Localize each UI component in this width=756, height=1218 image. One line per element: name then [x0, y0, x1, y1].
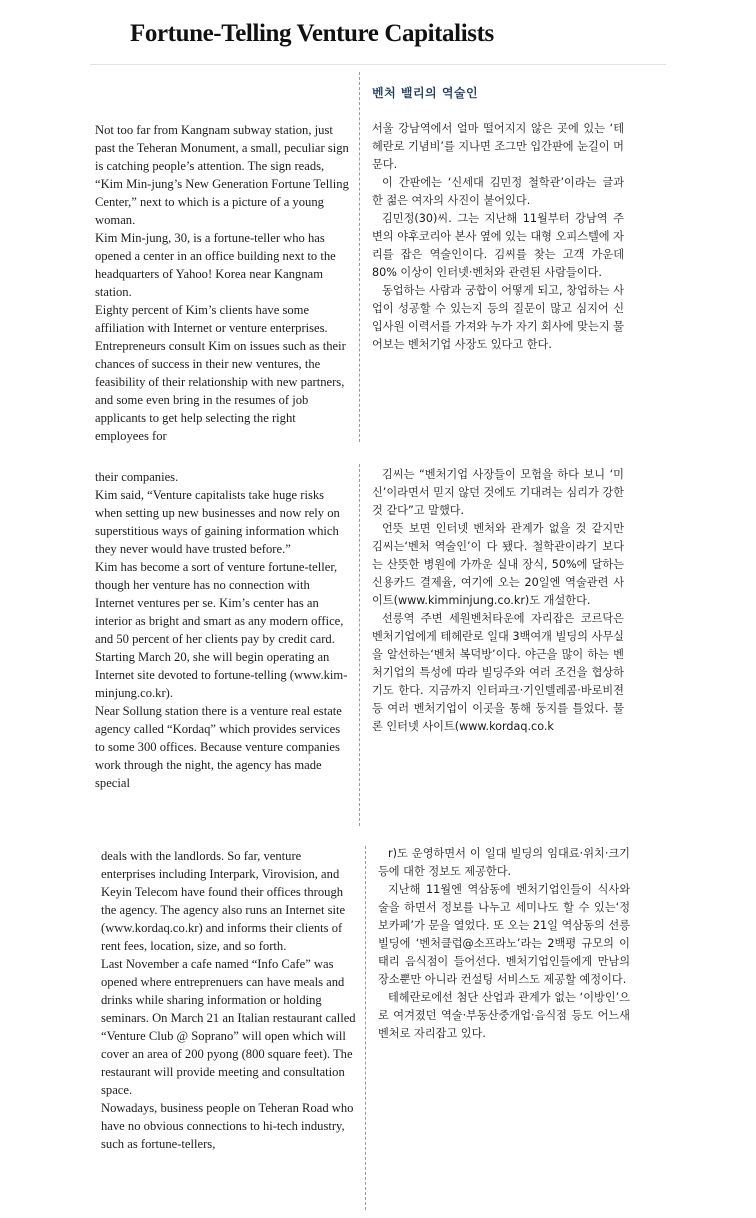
- korean-column-2: [372, 466, 624, 736]
- korean-paragraph: 서울 강남역에서 얼마 떨어지지 않은 곳에 있는 ‘테헤란로 기념비’를 지나면 조그만 입간판에 눈길이 머문다.: [372, 122, 624, 171]
- english-paragraph: Near Sollung station there is a venture real estate agency called “Kordaq” which provides services to some 300 offices. Because venture companies work through the night, the agency has made special: [95, 704, 342, 790]
- korean-column-3: [378, 845, 630, 1043]
- korean-paragraph: 김민정(30)씨. 그는 지난해 11월부터 강남역 주변의 야후코리아 본사 옆에 있는 대형 오피스텔에 자리를 잡은 역술인이다. 김씨를 찾는 고객 가운데 80% 이상이 인터넷·벤처와 관련된 사람들이다.: [372, 212, 624, 279]
- english-paragraph: Kim has become a sort of venture fortune-teller, though her venture has no connection with Internet ventures per se. Kim’s center has an interior as bright and smart as any modern office, and 50 percent of her clients pay by credit card. Starting March 20, she will begin operating an Internet site devoted to fortune-telling (www.kim-minjung.co.kr).: [95, 560, 348, 700]
- english-paragraph: deals with the landlords. So far, venture enterprises including Interpark, Virovision, and Keyin Telecom have found their offices through the agency. The agency also runs an Internet site (www.kordaq.co.kr) and informs their clients of rent fees, location, size, and so forth.: [101, 849, 346, 953]
- korean-title: 벤처 밸리의 역술인: [372, 86, 479, 100]
- korean-paragraph: 지난해 11월엔 역삼동에 벤처기업인들이 식사와 술을 하면서 정보를 나누고 세미나도 할 수 있는‘정보카페’가 문을 열었다. 또 오는 21일 역삼동의 선릉빌딩에 ‘벤처클럽@소프라노’라는 2백평 규모의 이태리 음식점이 들어선다. 벤처기업인들에게 만남의 장소뿐만 아니라 컨설팅 서비스도 제공할 예정이다.: [378, 883, 630, 986]
- english-paragraph: Last November a cafe named “Info Cafe” was opened where entreprenuers can have meals and drinks while sharing information or holding seminars. On March 21 an Italian restaurant called “Venture Club @ Soprano” will open which will cover an area of 200 pyong (800 square feet). The restaurant will provide meeting and consultation space.: [101, 957, 356, 1097]
- korean-paragraph: 언뜻 보면 인터넷 벤처와 관계가 없을 것 같지만 김씨는‘벤처 역술인’이 다 됐다. 철학관이라기 보다는 산뜻한 병원에 가까운 실내 장식, 50%에 달하는 신용카드 결제율, 여기에 오는 20일엔 역술관련 사이트(www.kimminjung.co.kr)도 개설한다.: [372, 522, 624, 607]
- english-paragraph: their companies.: [95, 470, 179, 484]
- korean-paragraph: 김씨는 “벤처기업 사장들이 모험을 하다 보니 ‘미신’이라면서 믿지 않던 것에도 기대려는 심리가 강한 것 같다”고 말했다.: [372, 468, 624, 517]
- english-paragraph: Kim Min-jung, 30, is a fortune-teller who has opened a center in an office building next to the headquarters of Yahoo! Korea near Kangnam station.: [95, 231, 336, 299]
- english-paragraph: Nowadays, business people on Teheran Road who have no obvious connections to hi-tech industry, such as fortune-tellers,: [101, 1101, 354, 1151]
- english-paragraph: Eighty percent of Kim’s clients have some affiliation with Internet or venture enterprises. Entrepreneurs consult Kim on issues such as their chances of success in their new ventures, the feasibility of their relationship with new partners, and some even bring in the resumes of job applicants to get help selecting the right employees for: [95, 303, 346, 443]
- column-divider-3: [365, 846, 366, 1210]
- english-column-3: [101, 847, 357, 1153]
- korean-paragraph: r)도 운영하면서 이 일대 빌딩의 임대료·위치·크기 등에 대한 정보도 제공한다.: [378, 847, 630, 878]
- english-paragraph: Not too far from Kangnam subway station, just past the Teheran Monument, a small, peculiar sign is catching people’s attention. The sign reads, “Kim Min-jung’s New Generation Fortune Telling Center,” next to which is a picture of a young woman.: [95, 123, 349, 227]
- korean-paragraph: 이 간판에는 ‘신세대 김민정 철학관’이라는 글과 한 젊은 여자의 사진이 붙어있다.: [372, 176, 624, 207]
- article-title: Fortune-Telling Venture Capitalists: [130, 20, 494, 47]
- english-column-2: [95, 468, 351, 792]
- korean-paragraph: 동업하는 사람과 궁합이 어떻게 되고, 창업하는 사업이 성공할 수 있는지 등의 질문이 많고 심지어 신입사원 이력서를 가져와 누가 자기 회사에 맞는지 물어보는 벤처기업 사장도 있다고 한다.: [372, 284, 624, 351]
- english-paragraph: Kim said, “Venture capitalists take huge risks when setting up new businesses and now rely on superstitious ways of gaining information which they never would have trusted before.”: [95, 488, 340, 556]
- korean-column-1: [372, 120, 624, 354]
- column-divider-2: [359, 464, 360, 826]
- title-rule: [90, 64, 666, 65]
- korean-paragraph: 선릉역 주변 세원벤처타운에 자리잡은 코르닥은 벤처기업에게 테헤란로 일대 3백여개 빌딩의 사무실을 알선하는‘벤처 복덕방’이다. 야근을 많이 하는 벤처기업의 특성에 따라 빌딩주와 여러 조건을 협상하기도 한다. 지금까지 인터파크·기인텔레콤·바로비젼 등 여러 벤처기업이 이곳을 통해 둥지를 틀었다. 물론 인터넷 사이트(www.kordaq.co.k: [372, 612, 624, 733]
- english-column-1: [95, 121, 351, 445]
- korean-paragraph: 테헤란로에선 첨단 산업과 관계가 없는 ‘이방인’으로 여겨졌던 역술·부동산중개업·음식점 등도 어느새 벤처로 자리잡고 있다.: [378, 991, 630, 1040]
- column-divider-1: [359, 72, 360, 442]
